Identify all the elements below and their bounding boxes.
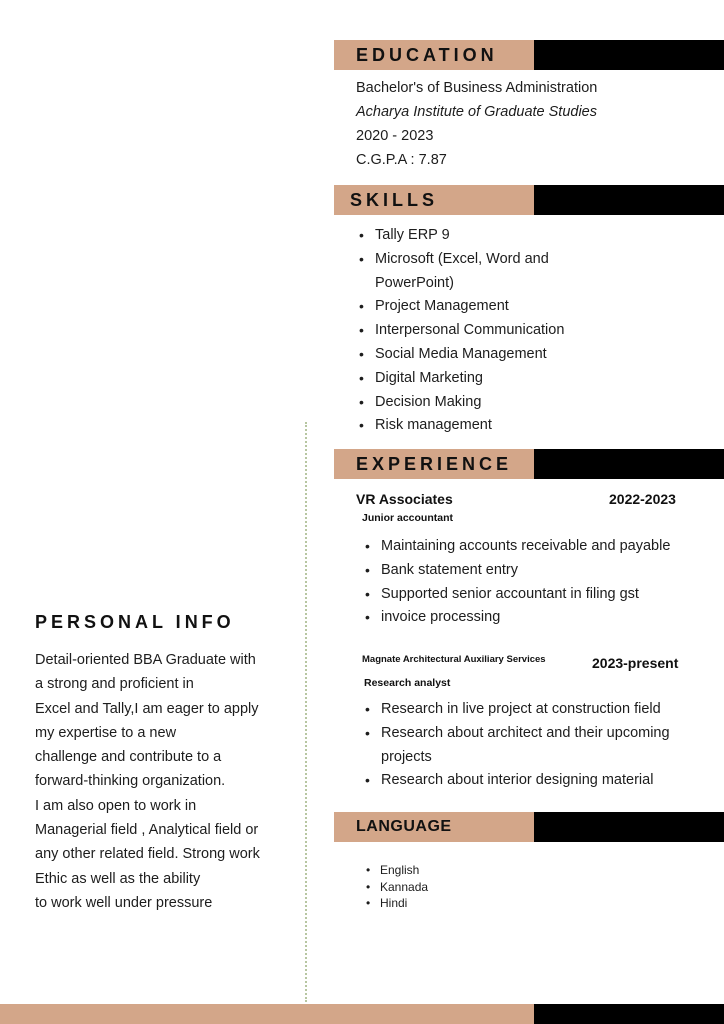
list-item: • Decision Making: [357, 391, 564, 415]
job-role: Research analyst: [364, 677, 451, 689]
job-dates: 2023-present: [592, 655, 679, 671]
list-item: • Project Management: [357, 295, 564, 319]
footer-bar-black: [534, 1004, 724, 1024]
education-heading: EDUCATION: [356, 44, 498, 65]
list-item: • English: [364, 862, 428, 879]
list-item: • Maintaining accounts receivable and payable: [363, 535, 670, 559]
experience-heading: EXPERIENCE: [356, 453, 513, 474]
list-item: • Hindi: [364, 895, 428, 912]
language-heading: LANGUAGE: [356, 818, 452, 835]
education-header: [334, 40, 724, 70]
education-cgpa: C.G.P.A : 7.87: [356, 152, 447, 168]
list-item: • Research in live project at construction field: [363, 698, 670, 722]
job-duties-list: [363, 698, 670, 793]
skills-list: [357, 224, 564, 438]
education-years: 2020 - 2023: [356, 128, 434, 144]
job-dates: 2022-2023: [609, 491, 676, 507]
list-item: • invoice processing: [363, 606, 670, 630]
list-item: • Digital Marketing: [357, 367, 564, 391]
list-item: • Research about interior designing material: [363, 769, 670, 793]
education-degree: Bachelor's of Business Administration: [356, 80, 598, 96]
list-item: • Interpersonal Communication: [357, 319, 564, 343]
job-duties-list: [363, 535, 670, 630]
list-item: • Supported senior accountant in filing gst: [363, 583, 670, 607]
skills-heading: SKILLS: [350, 189, 439, 210]
list-item: • Tally ERP 9: [357, 224, 564, 248]
language-header: [334, 812, 724, 842]
list-item: • Kannada: [364, 879, 428, 896]
column-divider: [305, 422, 307, 1002]
skills-header: [334, 185, 724, 215]
list-item: • Risk management: [357, 414, 564, 438]
list-item: • Social Media Management: [357, 343, 564, 367]
personal-info-heading: PERSONAL INFO: [35, 612, 235, 632]
job-company: VR Associates: [356, 491, 453, 507]
footer-bar-tan: [0, 1004, 534, 1024]
list-item: • Microsoft (Excel, Word and PowerPoint): [357, 248, 564, 296]
experience-header: [334, 449, 724, 479]
education-institute: Acharya Institute of Graduate Studies: [356, 104, 597, 120]
list-item: • Bank statement entry: [363, 559, 670, 583]
personal-info-text: Detail-oriented BBA Graduate with a strong and proficient in Excel and Tally,I am eager to apply my expertise to a new challenge and contribute to a forward-thinking organization. I am also open to work in Managerial field , Analytical field or any other related field. Strong work Ethic as well as the ability to work well under pressure: [35, 652, 260, 911]
list-item: • Research about architect and their upcoming projects: [363, 722, 670, 770]
job-role: Junior accountant: [362, 512, 454, 524]
job-company: Magnate Architectural Auxiliary Services: [362, 654, 546, 665]
language-list: [364, 862, 428, 912]
